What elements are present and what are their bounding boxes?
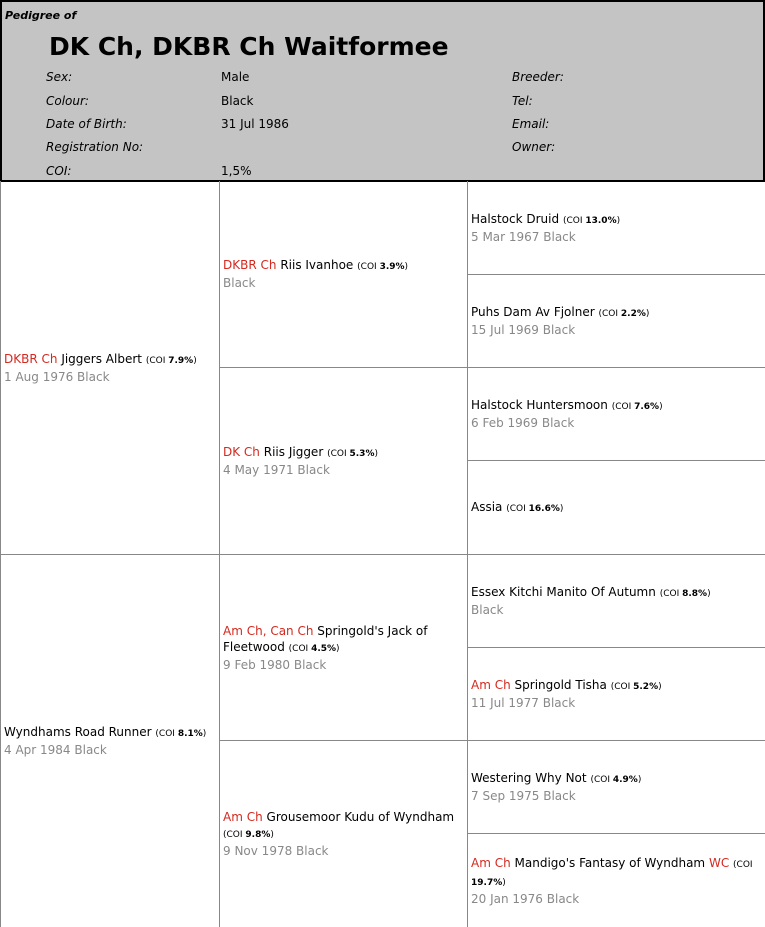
sire-sire-name: Riis Ivanhoe (280, 258, 354, 272)
sire-sire-info: Black (223, 276, 256, 290)
dam-sire-cell (219, 554, 467, 740)
ancestor-coi: 19.7% (471, 877, 503, 888)
sire-sire-cell (219, 181, 467, 367)
sex-label: Sex: (46, 70, 73, 84)
ancestor-info: Black (471, 603, 504, 617)
colour-label: Colour: (46, 94, 89, 108)
ancestor-cell: Halstock Huntersmoon (COI 7.6%) 6 Feb 1969 Black (467, 367, 765, 460)
ancestor-name: Westering Why Not (471, 771, 587, 785)
sire-dam-info: 4 May 1971 Black (223, 463, 330, 477)
dam-dam-cell (219, 740, 467, 927)
ancestor-cell: Puhs Dam Av Fjolner (COI 2.2%) 15 Jul 1969 Black (467, 274, 765, 367)
sire-dam-name-line: DK Ch Riis Jigger (COI 5.3%) (223, 445, 378, 459)
dam-dam-info: 9 Nov 1978 Black (223, 844, 329, 858)
sire-coi: 7.9% (168, 355, 194, 366)
dob-label: Date of Birth: (46, 117, 127, 131)
sire-title: DKBR Ch (4, 351, 58, 366)
ancestor-cell: Halstock Druid (COI 13.0%) 5 Mar 1967 Black (467, 181, 765, 274)
pedigree-grid (0, 181, 765, 927)
ancestor-coi: 2.2% (620, 309, 646, 319)
dam-sire-info: 9 Feb 1980 Black (223, 657, 327, 672)
ancestor-cell: Westering Why Not (COI 4.9%) 7 Sep 1975 Black (467, 740, 765, 833)
dam-cell (0, 554, 219, 927)
ancestor-info: 6 Feb 1969 Black (471, 416, 575, 430)
owner-label: Owner: (512, 140, 556, 154)
ancestor-name: Puhs Dam Av Fjolner (471, 305, 595, 319)
coi-label: COI: (46, 164, 72, 178)
sex-value: Male (221, 70, 250, 84)
ancestor-name: Halstock Huntersmoon (471, 398, 608, 412)
dam-sire-coi: 4.5% (311, 643, 337, 654)
ancestor-info: 15 Jul 1969 Black (471, 323, 576, 337)
dam-sire-name: Springold's Jack of Fleetwood (223, 623, 428, 654)
sire-name: Jiggers Albert (61, 351, 142, 366)
sire-dam-cell (219, 367, 467, 554)
dam-dam-title: Am Ch (223, 810, 263, 824)
registration-label: Registration No: (46, 140, 144, 154)
ancestor-name: Halstock Druid (471, 211, 560, 226)
ancestor-name: Mandigo's Fantasy of Wyndham (514, 855, 706, 870)
ancestor-info: 5 Mar 1967 Black (471, 229, 576, 244)
dam-dam-name: Grousemoor Kudu of Wyndham (266, 810, 455, 824)
ancestor-coi: 4.9% (612, 775, 638, 785)
ancestor-suffix: WC (708, 855, 730, 870)
sire-dam-title: DK Ch (223, 445, 260, 459)
ancestor-info: 7 Sep 1975 Black (471, 789, 576, 803)
breeder-label: Breeder: (512, 70, 564, 84)
ancestor-name: Springold Tisha (514, 678, 607, 692)
sire-sire-name-line: DKBR Ch Riis Ivanhoe (COI 3.9%) (223, 258, 409, 272)
ancestor-info: 11 Jul 1977 Black (471, 696, 576, 710)
sire-sire-title: DKBR Ch (223, 258, 277, 272)
dog-name: DK Ch, DKBR Ch Waitformee (49, 32, 449, 61)
ancestor-coi: 5.2% (633, 682, 659, 692)
pedigree-of-label: Pedigree of (5, 9, 77, 22)
ancestor-cell: Assia (COI 16.6%) (467, 460, 765, 554)
ancestor-name: Assia (471, 499, 503, 514)
sire-dam-coi: 5.3% (349, 449, 375, 459)
ancestor-cell: Essex Kitchi Manito Of Autumn (COI 8.8%) Black (467, 554, 765, 647)
dam-name: Wyndhams Road Runner (4, 725, 152, 739)
dam-dam-coi: 9.8% (245, 830, 271, 840)
coi-value: 1,5% (221, 164, 252, 178)
tel-label: Tel: (512, 94, 533, 108)
dam-sire-title: Am Ch, Can Ch (223, 623, 314, 638)
colour-value: Black (221, 94, 254, 108)
dam-coi: 8.1% (177, 729, 203, 739)
sire-name-line: DKBR Ch Jiggers Albert (COI 7.9%) (4, 351, 197, 366)
ancestor-info: 20 Jan 1976 Black (471, 891, 580, 906)
ancestor-name: Essex Kitchi Manito Of Autumn (471, 585, 656, 599)
ancestor-coi: 16.6% (528, 503, 560, 514)
dob-value: 31 Jul 1986 (221, 117, 289, 131)
sire-sire-coi: 3.9% (379, 262, 405, 272)
sire-cell (0, 181, 219, 554)
sire-dam-name: Riis Jigger (263, 445, 324, 459)
dam-dam-name-line: Am Ch Grousemoor Kudu of Wyndham (COI 9.8%) (223, 810, 455, 840)
pedigree-header (0, 0, 765, 182)
sire-info: 1 Aug 1976 Black (4, 369, 110, 384)
dam-sire-name-line: Am Ch, Can Ch Springold's Jack of Fleetwood (COI 4.5%) (223, 623, 428, 654)
dam-info: 4 Apr 1984 Black (4, 743, 107, 757)
ancestor-coi: 13.0% (585, 215, 617, 226)
ancestor-coi: 7.6% (634, 402, 660, 412)
ancestor-cell: Am Ch Springold Tisha (COI 5.2%) 11 Jul 1977 Black (467, 647, 765, 740)
email-label: Email: (512, 117, 550, 131)
dam-name-line: Wyndhams Road Runner (COI 8.1%) (4, 725, 207, 739)
ancestor-cell: Am Ch Mandigo's Fantasy of Wyndham WC (COI 19.7%) 20 Jan 1976 Black (467, 833, 765, 927)
ancestor-coi: 8.8% (682, 589, 708, 599)
